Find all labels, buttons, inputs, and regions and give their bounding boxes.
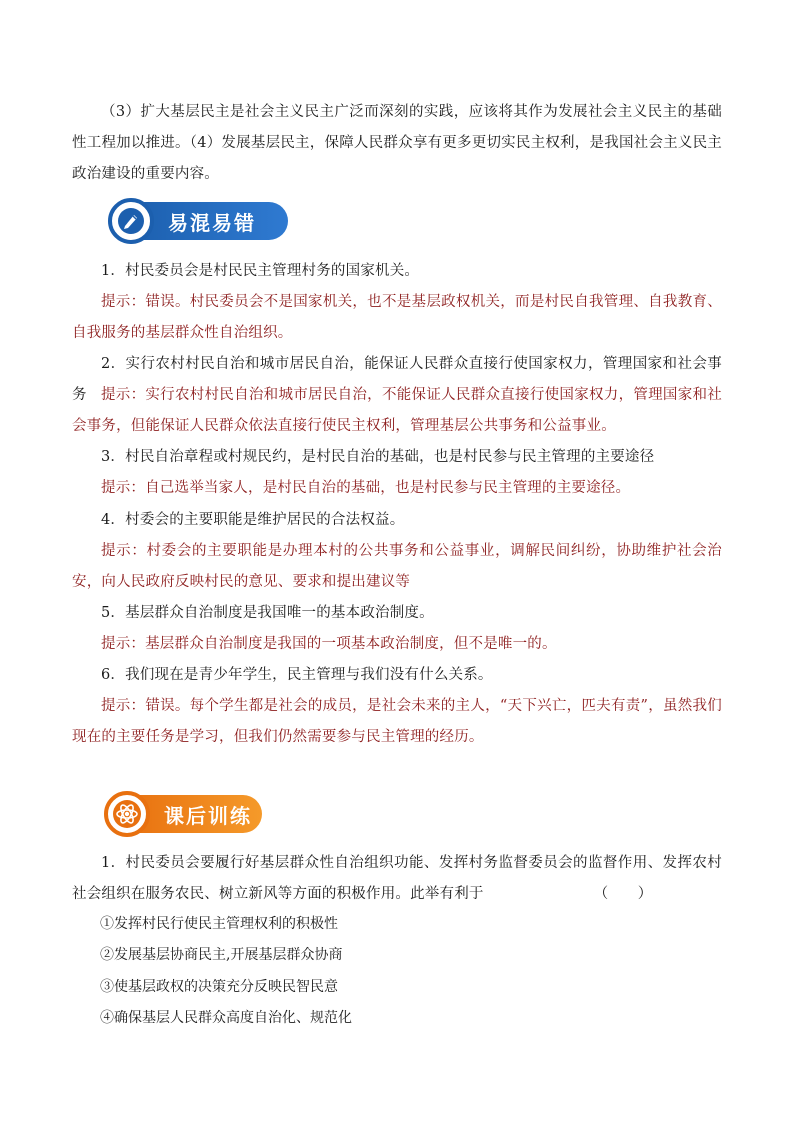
atom-icon — [104, 791, 150, 837]
intro-paragraph: （3）扩大基层民主是社会主义民主广泛而深刻的实践，应该将其作为发展社会主义民主的基础性工程加以推进。（4）发展基层民主，保障人民群众享有更多更切实民主权利，是我国社会主义民主政治建设的重要内容。 — [72, 104, 722, 182]
list-item-question: 3．村民自治章程或村规民约，是村民自治的基础，也是村民参与民主管理的主要途径 — [101, 449, 655, 465]
list-item-question: 5．基层群众自治制度是我国唯一的基本政治制度。 — [101, 605, 434, 621]
list-item-question: 1．村民委员会是村民民主管理村务的国家机关。 — [101, 263, 420, 279]
section-header-practice — [104, 791, 264, 837]
option-item: ④确保基层人民群众高度自治化、规范化 — [100, 1010, 352, 1026]
pencil-icon — [108, 198, 154, 244]
option-item: ③使基层政权的决策充分反映民智民意 — [100, 979, 338, 995]
list-item-question: 2．实行农村村民自治和城市居民自治，能保证人民群众直接行使国家权力，管理国家和社会事务 — [72, 356, 722, 403]
list-item-question: 4．村委会的主要职能是维护居民的合法权益。 — [101, 512, 405, 528]
question-stem: 1．村民委员会要履行好基层群众性自治组织功能、发挥村务监督委员会的监督作用、发挥农村社会组织在服务农民、树立新风等方面的积极作用。此举有利于 （ ） — [72, 855, 722, 902]
option-item: ②发展基层协商民主,开展基层群众协商 — [100, 947, 343, 963]
list-item-hint: 提示：村委会的主要职能是办理本村的公共事务和公益事业，调解民间纠纷，协助维护社会治安，向人民政府反映村民的意见、要求和提出建议等 — [72, 543, 722, 590]
list-item-hint: 提示：基层群众自治制度是我国的一项基本政治制度，但不是唯一的。 — [101, 636, 557, 652]
list-item-hint: 提示：错误。村民委员会不是国家机关，也不是基层政权机关，而是村民自我管理、自我教育、自我服务的基层群众性自治组织。 — [72, 294, 722, 341]
answer-blank: （ ） — [593, 886, 653, 902]
section-title-practice: 课后训练 — [124, 795, 262, 833]
section-title-confusion: 易混易错 — [128, 202, 288, 240]
list-item-hint: 提示：自己选举当家人，是村民自治的基础，也是村民参与民主管理的主要途径。 — [101, 480, 631, 496]
list-item-hint: 提示：错误。每个学生都是社会的成员，是社会未来的主人，“天下兴亡，匹夫有责”，虽然我们现在的主要任务是学习，但我们仍然需要参与民主管理的经历。 — [72, 698, 722, 745]
list-item-hint: 提示：实行农村村民自治和城市居民自治，不能保证人民群众直接行使国家权力，管理国家和社会事务，但能保证人民群众依法直接行使民主权利，管理基层公共事务和公益事业。 — [72, 387, 722, 434]
list-item-question: 6．我们现在是青少年学生，民主管理与我们没有什么关系。 — [101, 667, 493, 683]
option-item: ①发挥村民行使民主管理权利的积极性 — [100, 916, 338, 932]
section-header-confusion — [108, 198, 288, 244]
